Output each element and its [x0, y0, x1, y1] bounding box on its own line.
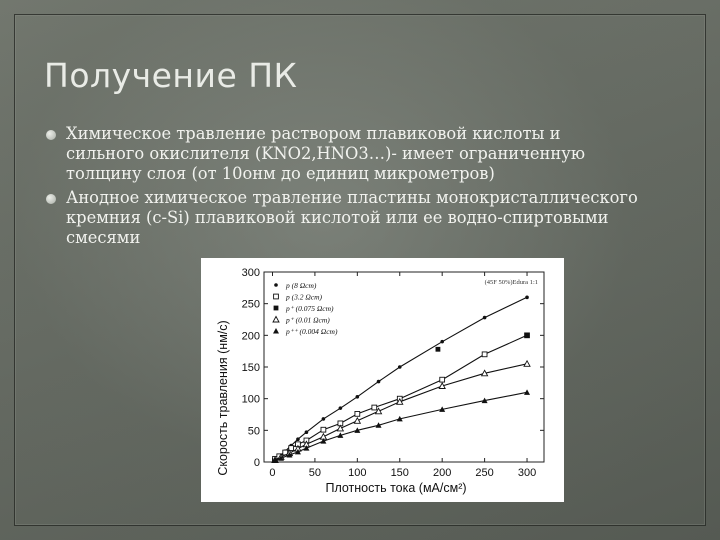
bullet-marker-icon [46, 130, 56, 140]
data-point [354, 418, 360, 424]
bullet-text: Анодное химическое травление пластины монокристаллического кремния (c-Si) плавиковой кислотой или ее водно-спиртовыми смесями [66, 188, 638, 247]
data-point [273, 317, 279, 323]
chart-x-axis-label: Плотность тока (мА/см²) [325, 481, 467, 495]
data-point [377, 380, 381, 384]
data-point [296, 437, 300, 441]
x-tick-label: 50 [308, 467, 322, 479]
data-point [273, 328, 279, 334]
x-tick-label: 200 [433, 467, 452, 479]
slide-title: Получение ПК [44, 56, 298, 95]
bullet-marker-icon [46, 194, 56, 204]
bullet-item [44, 188, 684, 248]
data-point [398, 365, 402, 369]
chart-y-axis-label: Скорость травления (нм/с) [216, 320, 230, 476]
chart-svg [201, 258, 564, 502]
data-point [525, 333, 530, 338]
legend-entry-label: p (8 Ωcm) [286, 281, 317, 290]
bullet-item [44, 124, 684, 184]
data-point [482, 352, 487, 357]
data-point [305, 430, 309, 434]
etching-rate-chart [201, 258, 564, 502]
y-tick-label: 300 [241, 267, 260, 279]
data-point [436, 347, 441, 352]
data-point [356, 395, 360, 399]
data-point [337, 425, 343, 431]
x-tick-label: 250 [475, 467, 494, 479]
data-point [440, 340, 444, 344]
legend-entry-label: p⁺⁺ (0.004 Ωcm) [286, 327, 338, 336]
x-tick-label: 100 [348, 467, 367, 479]
data-point [339, 406, 343, 410]
data-point [274, 283, 278, 287]
y-tick-label: 200 [241, 330, 260, 343]
y-tick-label: 0 [253, 457, 260, 469]
y-tick-label: 50 [247, 425, 260, 438]
y-tick-label: 150 [241, 362, 260, 374]
data-point [355, 411, 360, 416]
data-point [440, 377, 445, 382]
data-point [274, 294, 279, 299]
bullet-text: Химическое травление раствором плавиковой кислоты и сильного окислителя (KNO2,HNO3…)- имеет ограниченную толщину слоя (от 10онм до единиц микрометров) [66, 124, 586, 183]
x-tick-label: 300 [517, 467, 537, 479]
legend-entry-label: p⁺ (0.075 Ωcm) [286, 304, 334, 313]
y-tick-label: 100 [241, 393, 260, 406]
data-point [483, 316, 487, 320]
data-point [321, 427, 326, 432]
data-point [524, 389, 530, 395]
bullet-list [44, 124, 684, 250]
data-point [372, 405, 377, 410]
data-point [322, 417, 326, 421]
data-point [525, 296, 529, 300]
data-point [274, 306, 279, 311]
data-point [524, 361, 530, 367]
y-tick-label: 250 [241, 298, 260, 311]
x-tick-label: 0 [269, 467, 276, 479]
x-tick-label: 150 [390, 467, 409, 479]
legend-entry-label: p (3.2 Ωcm) [286, 292, 323, 302]
legend-entry-label: p⁺ (0.01 Ωcm) [286, 315, 330, 325]
legend-note: (45F 50%)Edura 1:1 [484, 279, 538, 286]
